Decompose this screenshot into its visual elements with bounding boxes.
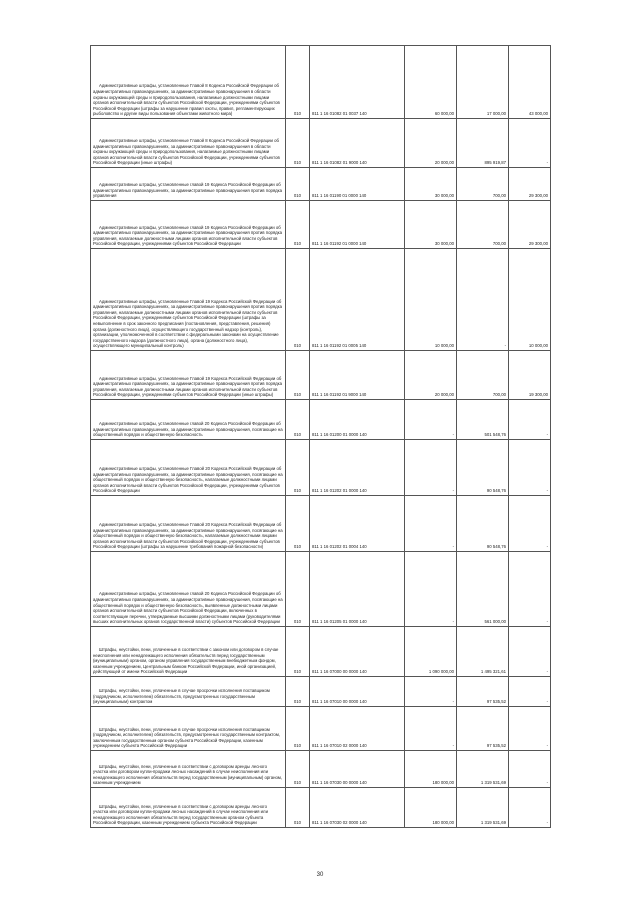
row-kbk-code: 811 1 16 07000 00 0000 140	[310, 627, 405, 677]
row-name-text: Административные штрафы, установленные главой 20 Кодекса Российской Федерации об административных правонарушениях, за административные правонарушения, посягающие на общественный порядок и общественную безопасность	[93, 421, 283, 438]
row-approved: 20 000,00	[405, 351, 457, 400]
row-name	[91, 440, 286, 496]
row-approved: 20 000,00	[405, 119, 457, 168]
row-executed: 1 319 531,69	[457, 751, 509, 788]
row-executed: 17 000,00	[457, 46, 509, 119]
table-row	[91, 400, 551, 440]
row-name-text: Административные штрафы, установленные главой 20 Кодекса Российской Федерации об административных правонарушениях, за административные правонарушения, посягающие на общественный порядок и общественную безопасность, выявленные должностными лицами органов исполнительной власти субъектов Российской Федерации, включенных в соответствующие перечни, утверждаемые высшими должностными лицами (руководителями высших исполнительных органов государственной власти) субъектов Российской Федерации	[93, 591, 283, 625]
row-code: 010	[286, 168, 310, 201]
row-approved: 30 000,00	[405, 201, 457, 249]
row-kbk-code: 811 1 16 01192 01 0000 140	[310, 201, 405, 249]
row-name	[91, 627, 286, 677]
table-body	[91, 46, 551, 828]
row-kbk-code: 811 1 16 07010 00 0000 140	[310, 677, 405, 707]
row-remaining: -	[509, 677, 551, 707]
row-executed: 895 919,87	[457, 119, 509, 168]
row-remaining: -	[509, 496, 551, 552]
row-code: 010	[286, 351, 310, 400]
row-executed: 97 535,52	[457, 707, 509, 751]
revenue-table	[90, 45, 551, 828]
row-name	[91, 249, 286, 351]
row-approved: 180 000,00	[405, 751, 457, 788]
row-remaining: -	[509, 788, 551, 828]
row-code: 010	[286, 119, 310, 168]
row-approved: 10 000,00	[405, 249, 457, 351]
row-remaining: 19 300,00	[509, 351, 551, 400]
row-executed: 700,00	[457, 168, 509, 201]
row-name-text: Штрафы, неустойки, пени, уплаченные в соответствии с договором аренды лесного участка или договором купли-продажи лесных насаждений в случае неисполнения или ненадлежащего исполнения обязательств перед государственным органом субъекта Российской Федерации, казенным учреждением субъекта Российской Федерации	[93, 803, 268, 826]
row-remaining: -	[509, 751, 551, 788]
table-row	[91, 627, 551, 677]
row-name	[91, 119, 286, 168]
table-row	[91, 552, 551, 627]
row-kbk-code: 811 1 16 01192 01 0005 140	[310, 249, 405, 351]
row-remaining: -	[509, 440, 551, 496]
row-executed: -	[457, 249, 509, 351]
row-code: 010	[286, 400, 310, 440]
row-code: 010	[286, 46, 310, 119]
row-remaining: 10 000,00	[509, 249, 551, 351]
row-code: 010	[286, 440, 310, 496]
row-remaining: -	[509, 119, 551, 168]
row-approved: 60 000,00	[405, 46, 457, 119]
row-code: 010	[286, 788, 310, 828]
page-number: 30	[316, 872, 324, 878]
table-row	[91, 677, 551, 707]
table-row	[91, 496, 551, 552]
row-kbk-code: 811 1 16 01205 01 0000 140	[310, 552, 405, 627]
row-name-text: Административные штрафы, установленные главой 19 Кодекса Российской Федерации об административных правонарушениях, за административные правонарушения против порядка управления	[93, 182, 283, 199]
row-executed: 700,00	[457, 201, 509, 249]
row-name	[91, 46, 286, 119]
row-code: 010	[286, 751, 310, 788]
row-executed: 90 548,76	[457, 440, 509, 496]
row-approved: -	[405, 400, 457, 440]
row-remaining: 29 300,00	[509, 168, 551, 201]
table-row	[91, 351, 551, 400]
row-kbk-code: 811 1 16 07010 02 0000 140	[310, 707, 405, 751]
row-kbk-code: 811 1 16 07030 02 0000 140	[310, 788, 405, 828]
table-row	[91, 168, 551, 201]
row-name	[91, 351, 286, 400]
row-name	[91, 788, 286, 828]
row-kbk-code: 811 1 16 01202 01 0000 140	[310, 440, 405, 496]
row-kbk-code: 811 1 16 01082 01 9000 140	[310, 119, 405, 168]
row-name-text: Штрафы, неустойки, пени, уплаченные в случае просрочки исполнения поставщиком (подрядчиком, исполнителем) обязательств, предусмотренных государственным (муниципальным) контрактом	[93, 688, 270, 705]
row-name	[91, 496, 286, 552]
row-name-text: Штрафы, неустойки, пени, уплаченные в случае просрочки исполнения поставщиком (подрядчиком, исполнителем) обязательств, предусмотренных государственным контрактом, заключенным государственным органом субъекта Российской Федерации, казенным учреждением субъекта Российской Федерации	[93, 726, 280, 749]
row-code: 010	[286, 707, 310, 751]
row-approved: -	[405, 440, 457, 496]
row-code: 010	[286, 677, 310, 707]
row-executed: 561 000,00	[457, 552, 509, 627]
row-name-text: Административные штрафы, установленные Главой 8 Кодекса Российской Федерации об административных правонарушениях, за административные правонарушения в области охраны окружающей среды и природопользования, налагаемые должностными лицами органов исполнительной власти субъектов Российской Федерации, учреждениями субъектов Российской Федерации (иные штрафы)	[93, 138, 280, 166]
row-name-text: Административные штрафы, установленные Главой 19 Кодекса Российской Федерации об административных правонарушениях, за административные правонарушения против порядка управления, налагаемые должностными лицами органов исполнительной власти субъектов Российской Федерации, учреждениями субъектов Российской Федерации (иные штрафы)	[93, 375, 283, 398]
table-row	[91, 119, 551, 168]
row-approved: -	[405, 552, 457, 627]
row-name-text: Штрафы, неустойки, пени, уплаченные в соответствии с законом или договором в случае неисполнения или ненадлежащего исполнения обязательств перед государственным (муниципальным) органом, органом управления государственным внебюджетным фондом, казенным учреждением, Центральным банком Российской Федерации, иной организацией, действующей от имени Российской Федерации	[93, 647, 279, 675]
row-name-text: Административные штрафы, установленные Главой 20 Кодекса Российской Федерации об административных правонарушениях, за административные правонарушения, посягающие на общественный порядок и общественную безопасность, налагаемые должностными лицами органов исполнительной власти субъектов Российской Федерации, учреждениями субъектов Российской Федерации	[93, 466, 283, 494]
table-row	[91, 249, 551, 351]
row-name	[91, 400, 286, 440]
row-kbk-code: 811 1 16 01190 01 0000 140	[310, 168, 405, 201]
row-executed: 700,00	[457, 351, 509, 400]
row-name	[91, 707, 286, 751]
row-kbk-code: 811 1 16 01200 01 0000 140	[310, 400, 405, 440]
table-row	[91, 707, 551, 751]
row-code: 010	[286, 627, 310, 677]
row-approved: 1 090 000,00	[405, 627, 457, 677]
row-code: 010	[286, 201, 310, 249]
row-kbk-code: 811 1 16 01192 01 9000 140	[310, 351, 405, 400]
row-name-text: Административные штрафы, установленные Главой 19 Кодекса Российской Федерации об административных правонарушениях, за административные правонарушения против порядка управления, налагаемые должностными лицами органов исполнительной власти субъектов Российской Федерации, учреждениями субъектов Российской Федерации (штрафы за невыполнение в срок законного предписания (постановления, представления, решения) органа (должностного лица), осуществляющего государственный надзор (контроль), организации, уполномоченной в соответствии с федеральными законами на осуществление государственного надзора (должностного лица), органа (должностного лица), осуществляющего муниципальный контроль)	[93, 298, 283, 349]
table-row	[91, 201, 551, 249]
row-approved: -	[405, 496, 457, 552]
row-executed: 501 548,76	[457, 400, 509, 440]
row-name	[91, 677, 286, 707]
row-executed: 90 548,76	[457, 496, 509, 552]
row-name	[91, 751, 286, 788]
row-name	[91, 552, 286, 627]
row-approved: 30 000,00	[405, 168, 457, 201]
row-approved: -	[405, 707, 457, 751]
row-remaining: -	[509, 552, 551, 627]
row-executed: 1 319 531,69	[457, 788, 509, 828]
row-kbk-code: 811 1 16 07030 00 0000 140	[310, 751, 405, 788]
row-name	[91, 201, 286, 249]
row-name-text: Административные штрафы, установленные Главой 20 Кодекса Российской Федерации об административных правонарушениях, за административные правонарушения, посягающие на общественный порядок и общественную безопасность, налагаемые должностными лицами органов исполнительной власти субъектов Российской Федерации, учреждениями субъектов Российской Федерации (штрафы за нарушение требований пожарной безопасности)	[93, 522, 283, 550]
row-name-text: Административные штрафы, установленные Главой 8 Кодекса Российской Федерации об административных правонарушениях, за административные правонарушения в области охраны окружающей среды и природопользования, налагаемые должностными лицами органов исполнительной власти субъектов Российской Федерации, учреждениями субъектов Российской Федерации (штрафы за нарушение правил охоты, правил, регламентирующих рыболовство и другие виды пользования объектами животного мира)	[93, 83, 280, 117]
row-code: 010	[286, 249, 310, 351]
table-row	[91, 751, 551, 788]
row-executed: 1 495 321,61	[457, 627, 509, 677]
row-kbk-code: 811 1 16 01082 01 0037 140	[310, 46, 405, 119]
row-remaining: 29 300,00	[509, 201, 551, 249]
row-remaining: -	[509, 707, 551, 751]
table-row	[91, 788, 551, 828]
table-row	[91, 440, 551, 496]
row-remaining: -	[509, 627, 551, 677]
row-remaining: 43 000,00	[509, 46, 551, 119]
row-name-text: Штрафы, неустойки, пени, уплаченные в соответствии с договором аренды лесного участка или договором купли-продажи лесных насаждений в случае неисполнения или ненадлежащего исполнения обязательств перед государственным (муниципальным) органом, казенным учреждением	[93, 763, 283, 786]
row-remaining: -	[509, 400, 551, 440]
row-code: 010	[286, 496, 310, 552]
row-approved: -	[405, 677, 457, 707]
row-kbk-code: 811 1 16 01202 01 0004 140	[310, 496, 405, 552]
row-name-text: Административные штрафы, установленные главой 19 Кодекса Российской Федерации об административных правонарушениях, за административные правонарушения против порядка управления, налагаемые должностными лицами органов исполнительной власти субъектов Российской Федерации, учреждениями субъектов Российской Федерации	[93, 224, 283, 247]
row-code: 010	[286, 552, 310, 627]
row-executed: 97 535,52	[457, 677, 509, 707]
row-name	[91, 168, 286, 201]
table-row	[91, 46, 551, 119]
row-approved: 180 000,00	[405, 788, 457, 828]
